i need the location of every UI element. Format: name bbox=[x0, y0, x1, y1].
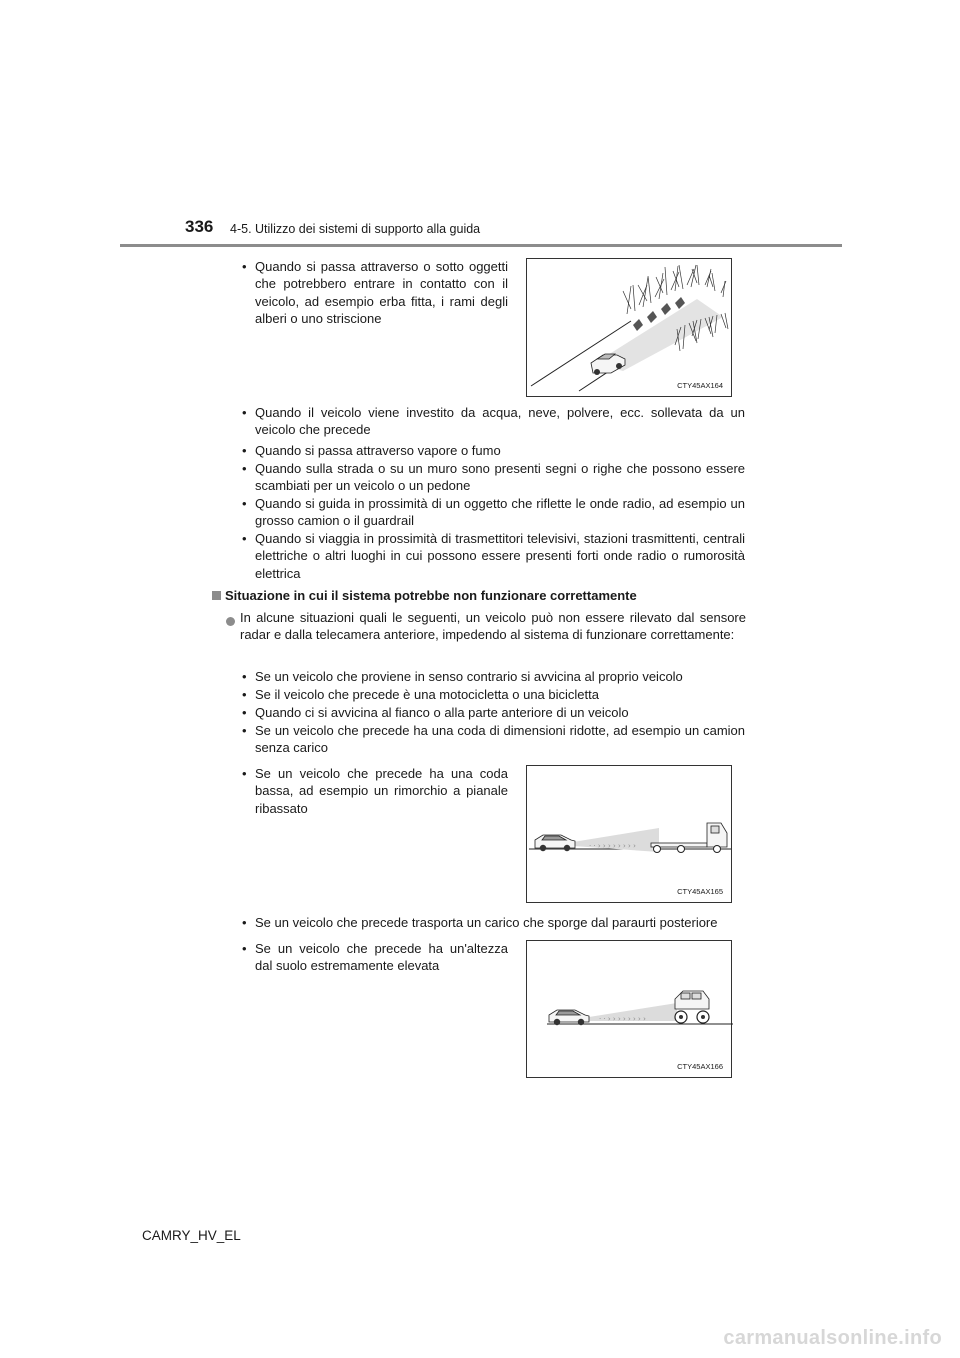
bullet-glyph: • bbox=[242, 496, 247, 511]
watermark: carmanualsonline.info bbox=[723, 1327, 942, 1349]
figure-caption: CTY45AX164 bbox=[677, 381, 723, 390]
list-item bbox=[242, 668, 745, 685]
list-item-text: Se un veicolo che proviene in senso contrario si avvicina al proprio veicolo bbox=[255, 669, 683, 684]
section-heading bbox=[212, 588, 752, 603]
bullet-glyph: • bbox=[242, 723, 247, 738]
bullet-glyph: • bbox=[242, 461, 247, 476]
bullet-glyph: • bbox=[242, 669, 247, 684]
list-item bbox=[242, 704, 745, 721]
list-item bbox=[242, 686, 745, 703]
section-title: 4-5. Utilizzo dei sistemi di supporto alla guida bbox=[230, 222, 481, 236]
model-code: CAMRY_HV_EL bbox=[142, 1228, 241, 1243]
list-item bbox=[242, 722, 745, 757]
bullet-glyph: • bbox=[242, 915, 247, 930]
figure-high-clearance-vehicle bbox=[526, 940, 732, 1078]
low-tail-illustration bbox=[527, 766, 733, 904]
bullet-glyph: • bbox=[242, 766, 247, 781]
list-item bbox=[242, 460, 745, 495]
header-divider bbox=[120, 244, 842, 247]
list-item bbox=[242, 404, 745, 439]
list-item-text: Quando ci si avvicina al fianco o alla parte anteriore di un veicolo bbox=[255, 705, 629, 720]
list-item-text: Quando si viaggia in prossimità di trasmettitori televisivi, stazioni trasmittenti, centrali elettriche o altri luoghi in cui possono essere presenti forti onde radio o rumorosità elettrica bbox=[255, 531, 745, 581]
list-item bbox=[242, 258, 508, 328]
vegetation-illustration bbox=[527, 259, 733, 398]
list-item-text: Quando si passa attraverso vapore o fumo bbox=[255, 443, 501, 458]
list-item bbox=[242, 442, 745, 459]
bullet-glyph: • bbox=[242, 259, 247, 274]
bullet-glyph: • bbox=[242, 705, 247, 720]
high-clearance-illustration bbox=[527, 941, 733, 1079]
list-item-text: Quando sulla strada o su un muro sono presenti segni o righe che possono essere scambiati per un veicolo o un pedone bbox=[255, 461, 745, 494]
list-item bbox=[242, 530, 745, 582]
list-item-text: Quando il veicolo viene investito da acqua, neve, polvere, ecc. sollevata da un veicolo che precede bbox=[255, 405, 745, 438]
list-item-text: Quando si guida in prossimità di un oggetto che riflette le onde radio, ad esempio un grosso camion o il guardrail bbox=[255, 496, 745, 529]
list-item-text: Quando si passa attraverso o sotto oggetti che potrebbero entrare in contatto con il veicolo, ad esempio erba fitta, i rami degli alberi o uno striscione bbox=[255, 259, 508, 327]
square-bullet-icon bbox=[212, 591, 221, 600]
bullet-glyph: • bbox=[242, 531, 247, 546]
svg-text:· · › › › › › › › ›: · · › › › › › › › › bbox=[599, 1015, 646, 1023]
list-item-text: Se un veicolo che precede ha una coda di dimensioni ridotte, ad esempio un camion senza carico bbox=[255, 723, 745, 756]
bullet-glyph: • bbox=[242, 687, 247, 702]
bullet-glyph: • bbox=[242, 405, 247, 420]
figure-vegetation bbox=[526, 258, 732, 397]
bullet-glyph: • bbox=[242, 941, 247, 956]
list-item-text: Se un veicolo che precede trasporta un carico che sporge dal paraurti posteriore bbox=[255, 915, 718, 930]
list-item-text: Se un veicolo che precede ha una coda bassa, ad esempio un rimorchio a pianale ribassato bbox=[255, 766, 508, 816]
svg-text:· · › › › › › › › ›: · · › › › › › › › › bbox=[589, 842, 636, 850]
list-item bbox=[242, 940, 508, 975]
figure-caption: CTY45AX165 bbox=[677, 887, 723, 896]
intro-paragraph bbox=[226, 609, 746, 644]
circle-bullet-icon bbox=[226, 613, 235, 630]
list-item bbox=[242, 765, 508, 817]
list-item-text: Se un veicolo che precede ha un'altezza dal suolo estremamente elevata bbox=[255, 941, 508, 974]
list-item bbox=[242, 495, 745, 530]
page-number: 336 bbox=[185, 217, 214, 236]
list-item bbox=[242, 914, 745, 931]
figure-caption: CTY45AX166 bbox=[677, 1062, 723, 1071]
intro-text: In alcune situazioni quali le seguenti, un veicolo può non essere rilevato dal sensore radar e dalla telecamera anteriore, impedendo al sistema di funzionare correttamente: bbox=[240, 610, 746, 643]
bullet-glyph: • bbox=[242, 443, 247, 458]
figure-low-tail-vehicle bbox=[526, 765, 732, 903]
section-heading-text: Situazione in cui il sistema potrebbe non funzionare correttamente bbox=[225, 588, 637, 603]
list-item-text: Se il veicolo che precede è una motocicletta o una bicicletta bbox=[255, 687, 599, 702]
